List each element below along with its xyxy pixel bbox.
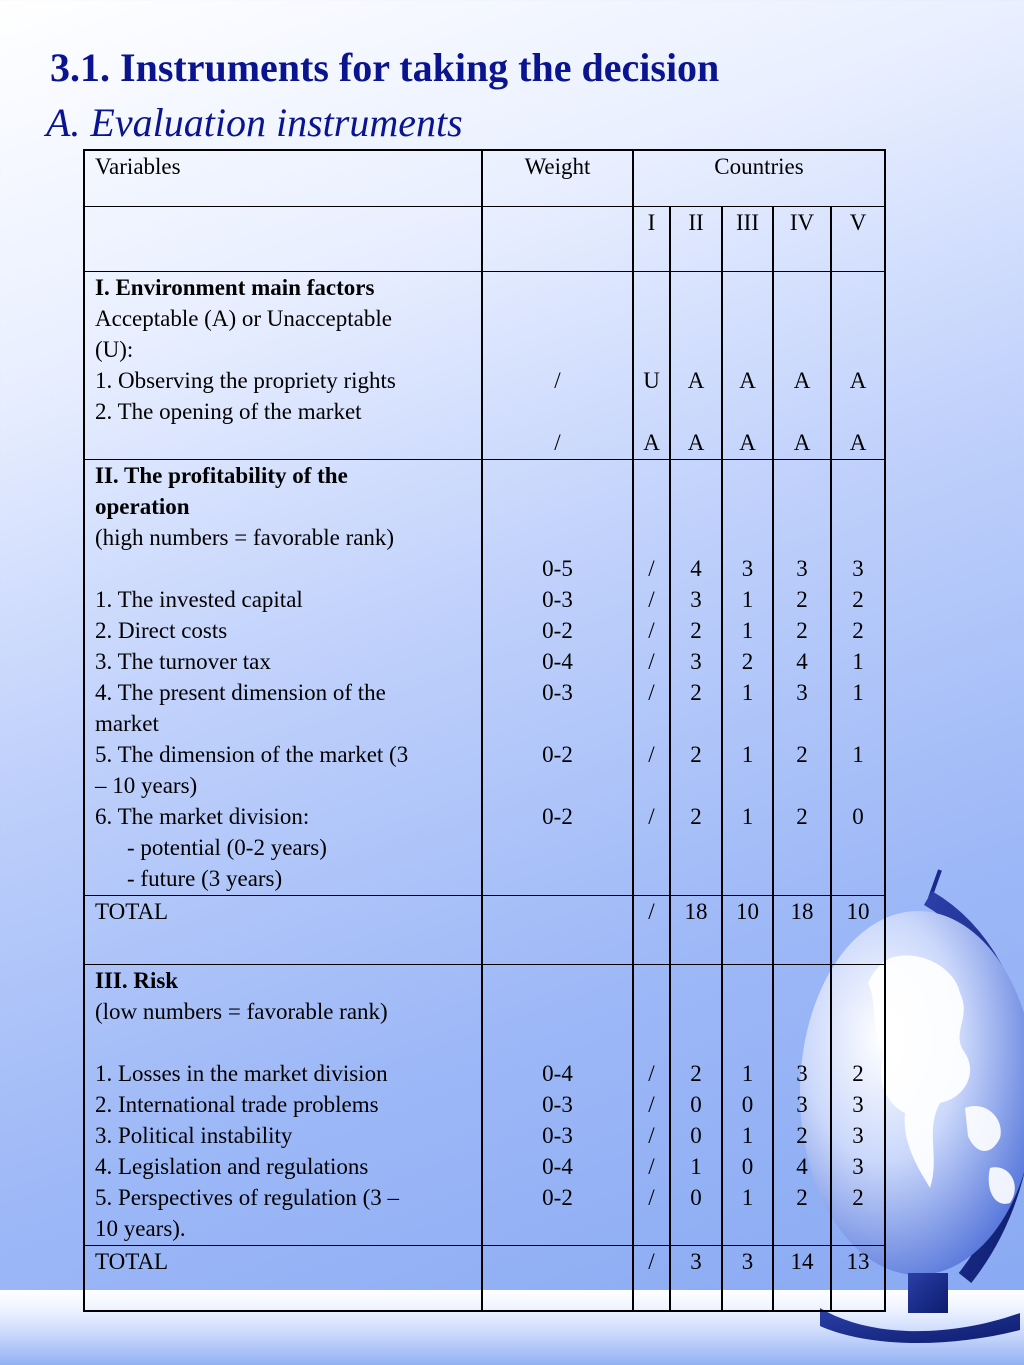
variable-subitem: - future (3 years) (127, 865, 283, 891)
total-value: 3 (670, 1245, 722, 1311)
environment-variables (84, 271, 482, 459)
value-text: 2 (796, 803, 808, 829)
value-text: 2 (690, 1060, 702, 1086)
value-text: 1 (852, 679, 864, 705)
country-label: IV (773, 206, 831, 271)
value-cell (831, 964, 885, 1245)
variable-item: 10 years). (95, 1215, 186, 1241)
value-cell (670, 459, 722, 895)
section-profitability (84, 459, 885, 895)
variable-item: 6. The market division: (95, 803, 310, 829)
variable-item: 2. Direct costs (95, 617, 228, 643)
variable-item: 1. Observing the propriety rights (95, 367, 396, 393)
value-text: 0 (690, 1184, 702, 1210)
value-text: 1 (741, 1184, 754, 1210)
section-heading: I. Environment main factors (95, 274, 375, 300)
description-line: (U): (95, 336, 134, 362)
value-text: 1 (741, 741, 754, 767)
value-cell (670, 964, 722, 1245)
total-row-risk (84, 1245, 885, 1311)
country-label: I (633, 206, 670, 271)
value-text: 1 (741, 617, 754, 643)
value-text: 3 (796, 1091, 808, 1117)
value-text: / (648, 555, 655, 581)
description-line: Acceptable (A) or Unacceptable (95, 305, 392, 331)
weight-cell: 0-5 0-3 0-2 0-4 0-3 0-2 0-2 (482, 459, 633, 895)
value-text: 0 (852, 803, 864, 829)
country-label: III (722, 206, 773, 271)
weight-header: Weight (482, 150, 633, 206)
value-cell (773, 964, 831, 1245)
country-label: II (670, 206, 722, 271)
value-text: / (648, 1153, 655, 1179)
variable-item: 2. International trade problems (95, 1091, 379, 1117)
value-text: 3 (852, 1153, 864, 1179)
value-cell: U A (633, 271, 670, 459)
empty-cell (482, 1245, 633, 1311)
weight-cell: / / (482, 271, 633, 459)
empty-cell (84, 206, 482, 271)
value-cell: A A (773, 271, 831, 459)
total-row-profitability (84, 895, 885, 964)
section-heading: II. The profitability of the (95, 462, 348, 488)
value-text: 0 (690, 1091, 702, 1117)
variable-item: 4. Legislation and regulations (95, 1153, 369, 1179)
value-text: / (648, 803, 655, 829)
slide-title: 3.1. Instruments for taking the decision (50, 45, 720, 90)
value-text: 3 (852, 1122, 864, 1148)
value-cell: A A (831, 271, 885, 459)
variable-item: 1. The invested capital (95, 586, 303, 612)
value-text: 1 (690, 1153, 702, 1179)
value-cell (633, 964, 670, 1245)
variable-item: 3. The turnover tax (95, 648, 271, 674)
value-text: 3 (796, 1060, 808, 1086)
value-text: / (648, 1184, 655, 1210)
value-text: 0 (741, 1091, 754, 1117)
total-value: / (633, 1245, 670, 1311)
value-text: 3 (796, 555, 808, 581)
value-text: 4 (796, 648, 808, 674)
value-text: 1 (741, 679, 754, 705)
value-text: 3 (741, 555, 754, 581)
total-value: 10 (831, 895, 885, 964)
value-text: 2 (690, 803, 702, 829)
value-text: / (648, 679, 655, 705)
variable-item: – 10 years) (95, 772, 198, 798)
value-text: 2 (852, 1184, 864, 1210)
country-label: V (831, 206, 885, 271)
value-text: / (648, 1060, 655, 1086)
total-value: / (633, 895, 670, 964)
total-label: TOTAL (84, 895, 482, 964)
value-text: / (648, 648, 655, 674)
value-text: 1 (741, 1122, 754, 1148)
variable-subitem: - potential (0-2 years) (127, 834, 327, 860)
value-text: 2 (852, 1060, 864, 1086)
value-text: 2 (796, 1184, 808, 1210)
section-heading: III. Risk (95, 967, 179, 993)
value-text: / (648, 586, 655, 612)
value-text: 2 (690, 617, 702, 643)
value-text: 1 (741, 586, 754, 612)
total-value: 13 (831, 1245, 885, 1311)
value-text: / (648, 617, 655, 643)
value-text: 2 (741, 648, 754, 674)
profitability-variables (84, 459, 482, 895)
value-text: 1 (741, 1060, 754, 1086)
section-environment (84, 271, 885, 459)
countries-header: Countries (633, 150, 885, 206)
risk-variables (84, 964, 482, 1245)
value-text: 2 (852, 586, 864, 612)
value-text: / (648, 1091, 655, 1117)
value-text: 1 (741, 803, 754, 829)
value-text: 1 (852, 648, 864, 674)
total-label: TOTAL (84, 1245, 482, 1311)
slide-subtitle: A. Evaluation instruments (46, 100, 463, 145)
section-risk (84, 964, 885, 1245)
value-text: 2 (796, 741, 808, 767)
total-value: 18 (670, 895, 722, 964)
value-text: 0 (741, 1153, 754, 1179)
value-cell (722, 964, 773, 1245)
value-text: 3 (852, 555, 864, 581)
value-text: 4 (690, 555, 702, 581)
country-row (84, 206, 885, 271)
variable-item: 4. The present dimension of the (95, 679, 386, 705)
variable-item: 5. The dimension of the market (3 (95, 741, 409, 767)
value-text: / (648, 1122, 655, 1148)
value-text: 3 (690, 648, 702, 674)
empty-cell (482, 895, 633, 964)
value-text: 2 (690, 679, 702, 705)
empty-cell (482, 206, 633, 271)
value-text: 2 (852, 617, 864, 643)
value-text: 2 (796, 586, 808, 612)
value-cell: A A (722, 271, 773, 459)
value-cell (722, 459, 773, 895)
weight-cell: 0-4 0-3 0-3 0-4 0-2 (482, 964, 633, 1245)
value-text: 3 (690, 586, 702, 612)
total-value: 3 (722, 1245, 773, 1311)
section-note: (low numbers = favorable rank) (95, 998, 388, 1024)
evaluation-table (83, 149, 886, 1312)
total-value: 10 (722, 895, 773, 964)
value-cell (773, 459, 831, 895)
value-text: 2 (796, 1122, 808, 1148)
variable-item: 5. Perspectives of regulation (3 – (95, 1184, 400, 1210)
value-text: 1 (852, 741, 864, 767)
variables-header: Variables (84, 150, 482, 206)
value-text: 2 (690, 741, 702, 767)
value-text: 0 (690, 1122, 702, 1148)
variable-item: market (95, 710, 159, 736)
header-row (84, 150, 885, 206)
section-heading: operation (95, 493, 190, 519)
value-cell: A A (670, 271, 722, 459)
total-value: 14 (773, 1245, 831, 1311)
value-text: / (648, 741, 655, 767)
variable-item: 2. The opening of the market (95, 398, 362, 424)
value-text: 3 (796, 679, 808, 705)
value-text: 2 (796, 617, 808, 643)
section-note: (high numbers = favorable rank) (95, 524, 395, 550)
value-cell (633, 459, 670, 895)
variable-item: 1. Losses in the market division (95, 1060, 388, 1086)
value-text: 4 (796, 1153, 808, 1179)
value-cell (831, 459, 885, 895)
variable-item: 3. Political instability (95, 1122, 293, 1148)
total-value: 18 (773, 895, 831, 964)
value-text: 3 (852, 1091, 864, 1117)
